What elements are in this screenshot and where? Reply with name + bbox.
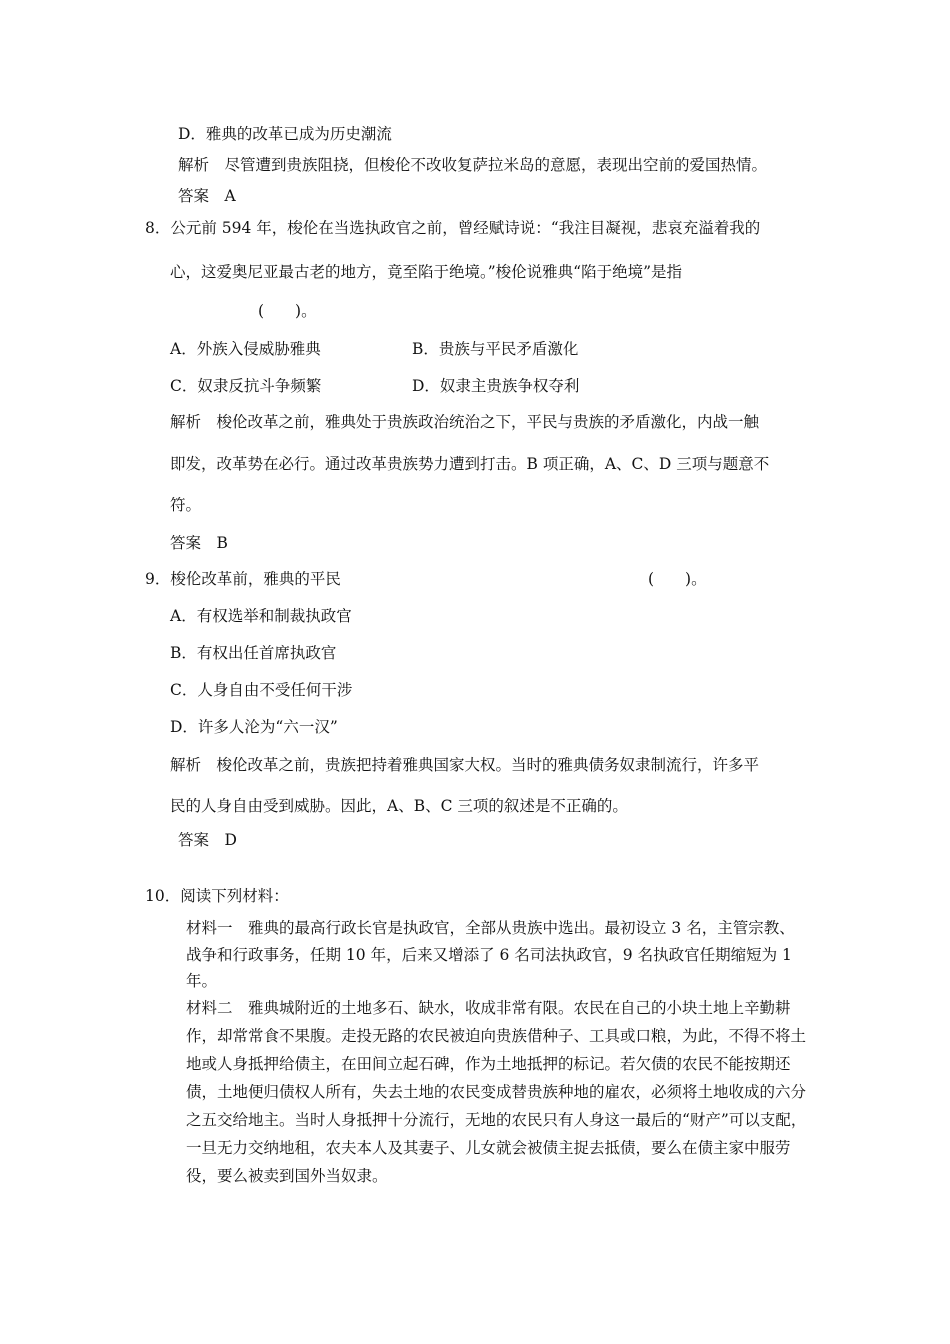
q9-option-a: A．有权选举和制裁执政官 xyxy=(170,607,352,625)
q8-stem-line-1: 8．公元前 594 年，梭伦在当选执政官之前，曾经赋诗说：“我注目凝视，悲哀充溢着我的 xyxy=(145,219,761,237)
q9-option-d: D．许多人沦为“六一汉” xyxy=(170,718,338,736)
q9-analysis-line-1: 解析 梭伦改革之前，贵族把持着雅典国家大权。当时的雅典债务奴隶制流行，许多平 xyxy=(170,756,760,774)
q8-analysis-line-1: 解析 梭伦改革之前，雅典处于贵族政治统治之下，平民与贵族的矛盾激化，内战一触 xyxy=(170,413,760,431)
q10-material-2: 材料二 雅典城附近的土地多石、缺水，收成非常有限。农民在自己的小块土地上辛勤耕作，却常常食不果腹。走投无路的农民被迫向贵族借种子、工具或口粮，为此，不得不将土地或人身抵押给债主，在田间立起石碑，作为土地抵押的标记。若欠债的农民不能按期还债，土地便归债权人所有，失去土地的农民变成替贵族种地的雇农，必须将土地收成的六分之五交给地主。当时人身抵押十分流行，无地的农民只有人身这一最后的“财产”可以支配，一旦无力交纳地租，农夫本人及其妻子、儿女就会被债主捉去抵债，要么在债主家中服劳役，要么被卖到国外当奴隶。 xyxy=(186,999,807,1185)
q7-analysis: 解析 尽管遭到贵族阻挠，但梭伦不改收复萨拉米岛的意愿，表现出空前的爱国热情。 xyxy=(178,156,768,174)
q7-option-d: D．雅典的改革已成为历史潮流 xyxy=(178,125,392,143)
q8-option-d: D．奴隶主贵族争权夺利 xyxy=(412,377,580,395)
q9-option-b: B．有权出任首席执政官 xyxy=(170,644,337,662)
q8-option-a: A．外族入侵威胁雅典 xyxy=(170,340,321,358)
q8-option-c: C．奴隶反抗斗争频繁 xyxy=(170,377,322,395)
q8-analysis-line-2: 即发，改革势在必行。通过改革贵族势力遭到打击。B 项正确，A、C、D 三项与题意不 xyxy=(170,455,770,473)
q9-answer-blank: ( )。 xyxy=(648,570,707,588)
q9-stem: 9．梭伦改革前，雅典的平民 xyxy=(145,570,341,588)
q10-stem: 10．阅读下列材料： xyxy=(145,887,289,905)
q7-answer: 答案 A xyxy=(178,187,236,205)
q8-answer: 答案 B xyxy=(170,534,228,552)
q10-material-1: 材料一 雅典的最高行政长官是执政官，全部从贵族中选出。最初设立 3 名，主管宗教、战争和行政事务，任期 10 年，后来又增添了 6 名司法执政官，9 名执政官任期缩短为 1 年。 xyxy=(186,919,795,990)
q9-option-c: C．人身自由不受任何干涉 xyxy=(170,681,353,699)
q8-analysis-line-3: 符。 xyxy=(170,496,202,514)
q8-option-b: B．贵族与平民矛盾激化 xyxy=(412,340,579,358)
q9-answer: 答案 D xyxy=(178,831,237,849)
q8-stem-line-2: 心，这爱奥尼亚最古老的地方，竟至陷于绝境。”梭伦说雅典“陷于绝境”是指 xyxy=(170,263,683,281)
q9-analysis-line-2: 民的人身自由受到威胁。因此，A、B、C 三项的叙述是不正确的。 xyxy=(170,797,628,815)
q8-answer-blank: ( )。 xyxy=(258,302,317,320)
